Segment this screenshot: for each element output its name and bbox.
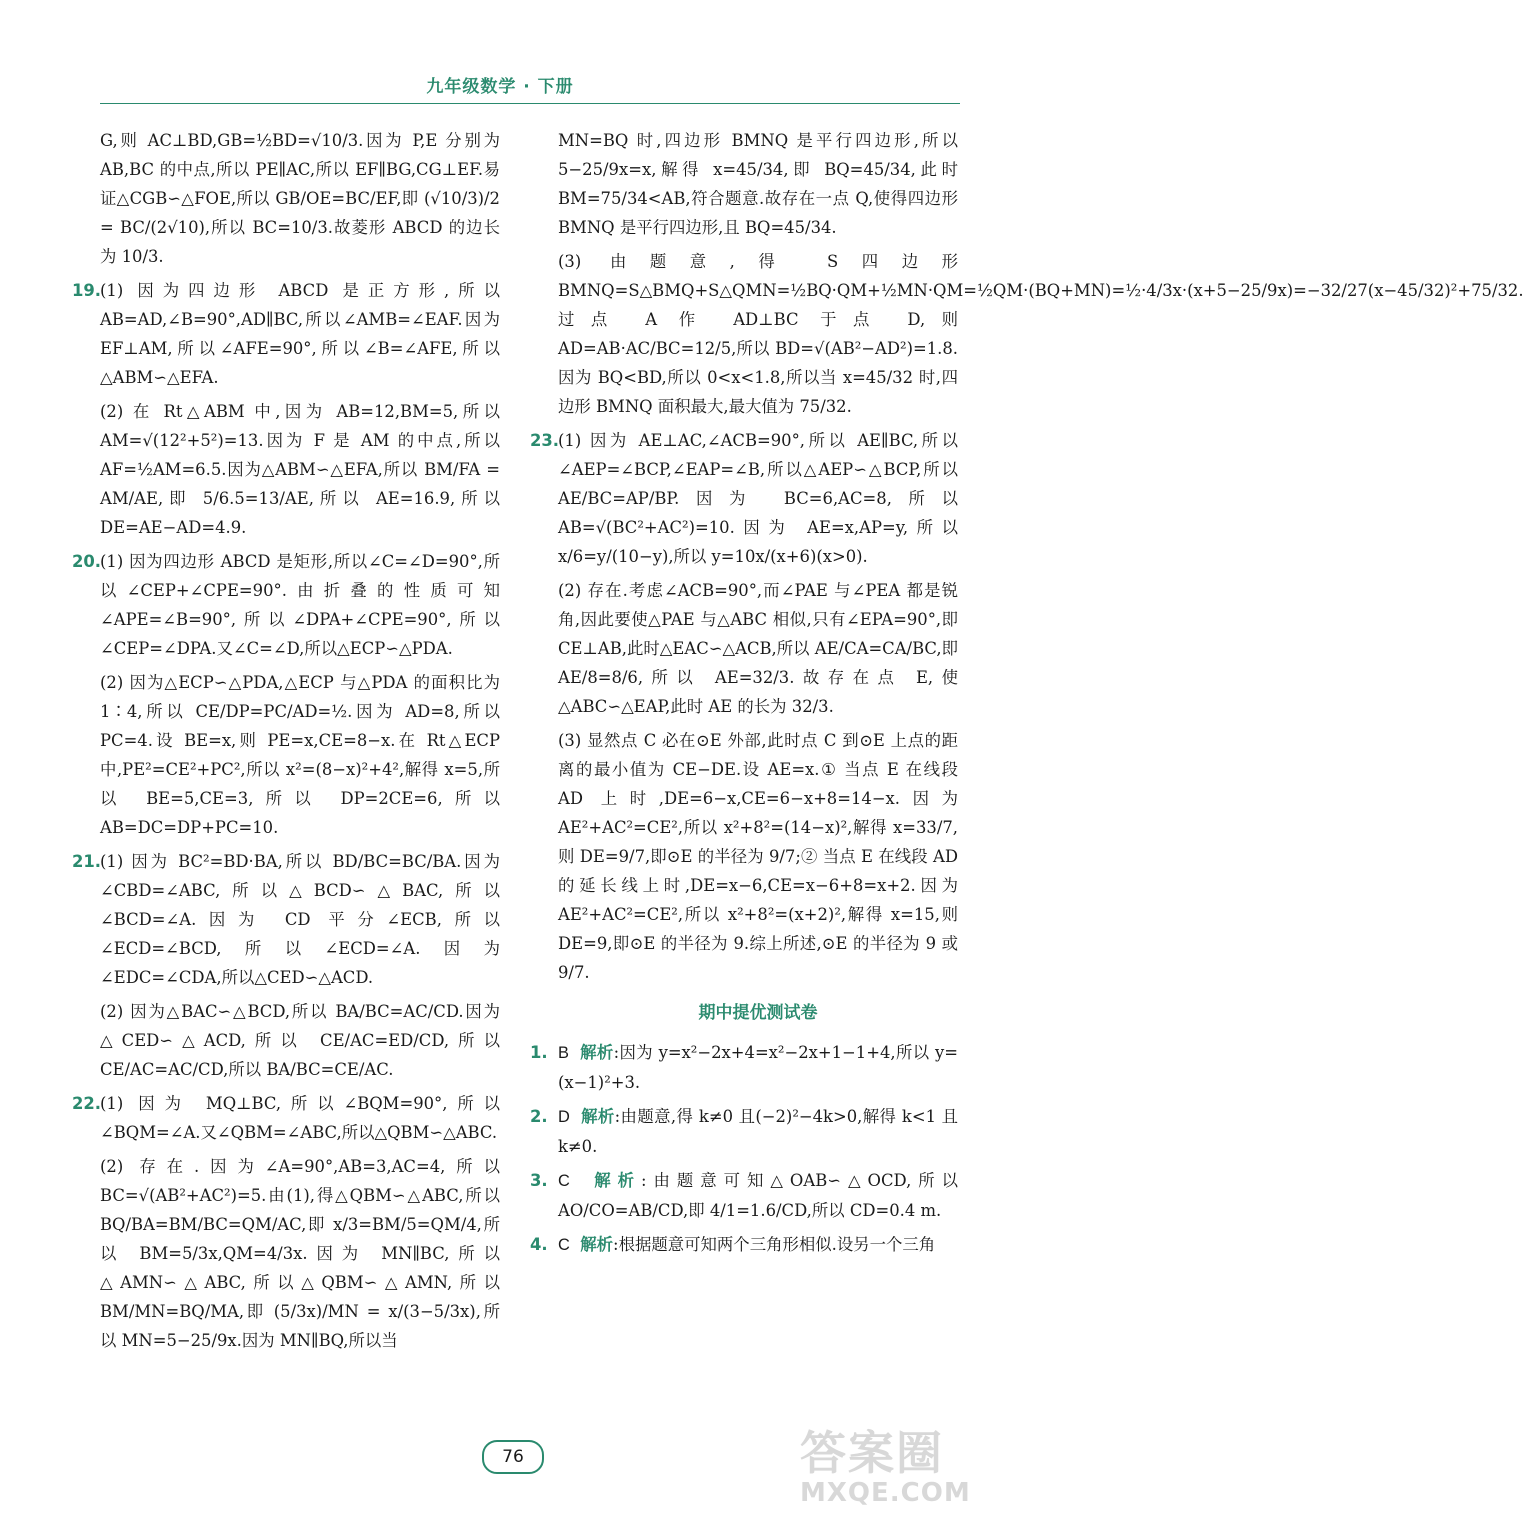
paragraph: (3) 显然点 C 必在⊙E 外部,此时点 C 到⊙E 上点的距离的最小值为 CE−DE.设 AE=x.① 当点 E 在线段 AD 上时,DE=6−x,CE=6−x+8=14−x.因为 AE²+AC²=CE²,所以 x²+8²=(14−x)²,解得 x=33/7,则 DE=9/7,即⊙E 的半径为 9/7;② 当点 E 在线段 AD 的延长线上时,DE=x−6,CE=x−6+8=x+2.因为 AE²+AC²=CE²,所以 x²+8²=(x+2)²,解得 x=15,则 DE=9,即⊙E 的半径为 9.综上所述,⊙E 的半径为 9 或 9/7. [558, 731, 958, 982]
answer-number: 3. [530, 1171, 548, 1190]
analysis-label: 解析 [594, 1171, 641, 1190]
left-column [72, 126, 500, 1360]
paragraph: G,则 AC⊥BD,GB=½BD=√10/3.因为 P,E 分别为 AB,BC 的中点,所以 PE∥AC,所以 EF∥BG,CG⊥EF.易证△CGB∽△FOE,所以 GB/OE=BC/EF,即 (√10/3)/2 = BC/(2√10),所以 BC=10/3.故菱形 ABCD 的边长为 10/3. [100, 131, 500, 266]
analysis-label: 解析 [580, 1043, 614, 1062]
page-header: 九年级数学 · 下册 [426, 77, 574, 97]
answer-letter: C [558, 1236, 570, 1254]
problem-number: 21. [72, 852, 102, 871]
problem-number: 20. [72, 552, 102, 571]
section-title: 期中提优测试卷 [698, 1003, 818, 1023]
watermark-logo [800, 1428, 980, 1518]
answer-number: 2. [530, 1107, 548, 1126]
problem-number: 23. [530, 431, 560, 450]
page-number: 76 [482, 1440, 544, 1474]
paragraph: 21.(1) 因为 BC²=BD·BA,所以 BD/BC=BC/BA.因为∠CBD=∠ABC,所以△BCD∽△BAC,所以∠BCD=∠A.因为 CD 平分∠ECB,所以∠ECD=∠BCD,所以∠ECD=∠A.因为∠EDC=∠CDA,所以△CED∽△ACD. [100, 847, 500, 992]
paragraph: 22.(1) 因为 MQ⊥BC,所以∠BQM=90°,所以∠BQM=∠A.又∠QBM=∠ABC,所以△QBM∽△ABC. [100, 1089, 500, 1147]
paragraph: MN=BQ 时,四边形 BMNQ 是平行四边形,所以 5−25/9x=x,解得 x=45/34,即 BQ=45/34,此时 BM=75/34<AB,符合题意.故存在一点 Q,使得四边形 BMNQ 是平行四边形,且 BQ=45/34. [558, 131, 958, 237]
answer-number: 1. [530, 1043, 548, 1062]
paragraph: (2) 存在.考虑∠ACB=90°,而∠PAE 与∠PEA 都是锐角,因此要使△PAE 与△ABC 相似,只有∠EPA=90°,即 CE⊥AB,此时△EAC∽△ACB,所以 AE/CA=CA/BC,即 AE/8=8/6,所以 AE=32/3.故存在点 E,使△ABC∽△EAP,此时 AE 的长为 32/3. [558, 581, 958, 716]
analysis-label: 解析 [581, 1107, 615, 1126]
paragraph: 19.(1) 因为四边形 ABCD 是正方形,所以 AB=AD,∠B=90°,AD∥BC,所以∠AMB=∠EAF.因为 EF⊥AM,所以∠AFE=90°,所以∠B=∠AFE,所以△ABM∽△EFA. [100, 276, 500, 392]
answer-letter: D [558, 1108, 570, 1126]
header-divider [100, 103, 960, 104]
problem-number: 19. [72, 281, 102, 300]
answer-item: 1. B 解析:因为 y=x²−2x+4=x²−2x+1−1+4,所以 y=(x−1)²+3. [558, 1038, 958, 1097]
paragraph: (2) 存在.因为∠A=90°,AB=3,AC=4,所以 BC=√(AB²+AC²)=5.由(1),得△QBM∽△ABC,所以 BQ/BA=BM/BC=QM/AC,即 x/3=BM/5=QM/4,所以 BM=5/3x,QM=4/3x.因为 MN∥BC,所以△AMN∽△ABC,所以△QBM∽△AMN,所以 BM/MN=BQ/MA,即 (5/3x)/MN = x/(3−5/3x),所以 MN=5−25/9x.因为 MN∥BQ,所以当 [100, 1157, 500, 1350]
paragraph: (3) 由题意,得 S四边形BMNQ=S△BMQ+S△QMN=½BQ·QM+½MN·QM=½QM·(BQ+MN)=½·4/3x·(x+5−25/9x)=−32/27(x−45/32)²+75/32.过点 A 作 AD⊥BC 于点 D,则 AD=AB·AC/BC=12/5,所以 BD=√(AB²−AD²)=1.8.因为 BQ<BD,所以 0<x<1.8,所以当 x=45/32 时,四边形 BMNQ 面积最大,最大值为 75/32. [558, 252, 1524, 416]
paragraph: (2) 因为△BAC∽△BCD,所以 BA/BC=AC/CD.因为△CED∽△ACD,所以 CE/AC=ED/CD,所以 CE/AC=AC/CD,所以 BA/BC=CE/AC. [100, 1002, 500, 1079]
analysis-label: 解析 [580, 1235, 614, 1254]
answer-letter: C [558, 1172, 570, 1190]
watermark-url: MXQE.COM [800, 1478, 971, 1508]
answer-item: 2. D 解析:由题意,得 k≠0 且(−2)²−4k>0,解得 k<1 且 k≠0. [558, 1102, 958, 1161]
paragraph: 23.(1) 因为 AE⊥AC,∠ACB=90°,所以 AE∥BC,所以∠AEP=∠BCP,∠EAP=∠B,所以△AEP∽△BCP,所以 AE/BC=AP/BP.因为 BC=6,AC=8,所以 AB=√(BC²+AC²)=10.因为 AE=x,AP=y,所以 x/6=y/(10−y),所以 y=10x/(x+6)(x>0). [558, 426, 958, 571]
problem-number: 22. [72, 1094, 102, 1113]
paragraph: (2) 因为△ECP∽△PDA,△ECP 与△PDA 的面积比为 1∶4,所以 CE/DP=PC/AD=½.因为 AD=8,所以 PC=4.设 BE=x,则 PE=x,CE=8−x.在 Rt△ECP 中,PE²=CE²+PC²,所以 x²=(8−x)²+4²,解得 x=5,所以 BE=5,CE=3,所以 DP=2CE=6,所以 AB=DC=DP+PC=10. [100, 673, 500, 837]
answer-number: 4. [530, 1235, 548, 1254]
watermark-text: 答案圈 [800, 1426, 944, 1480]
answer-letter: B [558, 1044, 569, 1062]
right-column [530, 126, 1524, 1265]
answer-item: 4. C 解析:根据题意可知两个三角形相似.设另一个三角 [558, 1230, 958, 1260]
paragraph: (2) 在 Rt△ABM 中,因为 AB=12,BM=5,所以 AM=√(12²+5²)=13.因为 F 是 AM 的中点,所以 AF=½AM=6.5.因为△ABM∽△EFA,所以 BM/FA = AM/AE,即 5/6.5=13/AE,所以 AE=16.9,所以 DE=AE−AD=4.9. [100, 402, 500, 537]
answer-item: 3. C 解析:由题意可知△OAB∽△OCD,所以 AO/CO=AB/CD,即 4/1=1.6/CD,所以 CD=0.4 m. [558, 1166, 958, 1225]
paragraph: 20.(1) 因为四边形 ABCD 是矩形,所以∠C=∠D=90°,所以∠CEP+∠CPE=90°.由折叠的性质可知∠APE=∠B=90°,所以∠DPA+∠CPE=90°,所以∠CEP=∠DPA.又∠C=∠D,所以△ECP∽△PDA. [100, 547, 500, 663]
